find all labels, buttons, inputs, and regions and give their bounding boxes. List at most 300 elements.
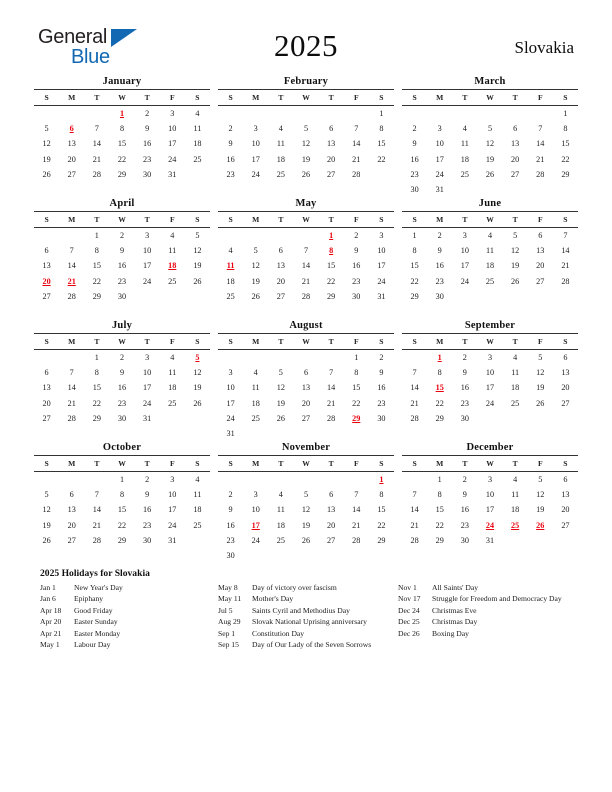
day-cell[interactable]: 21 [410,398,419,408]
day-cell[interactable]: 23 [410,169,419,179]
day-cell[interactable]: 25 [460,169,469,179]
day-cell[interactable]: 30 [226,551,235,561]
day-cell[interactable]: 23 [117,276,127,286]
day-cell[interactable]: 16 [460,383,469,393]
day-cell[interactable]: 23 [352,276,361,286]
day-cell[interactable]: 12 [301,139,311,149]
day-cell[interactable]: 4 [278,124,283,134]
day-cell[interactable]: 17 [168,505,177,515]
day-cell[interactable]: 15 [561,139,570,149]
day-cell[interactable]: 14 [67,383,76,393]
day-cell[interactable]: 31 [226,429,235,439]
day-cell[interactable]: 15 [377,139,386,149]
day-cell[interactable]: 4 [513,353,518,363]
day-cell[interactable]: 10 [377,246,386,256]
day-cell[interactable]: 16 [460,505,469,515]
day-cell[interactable]: 17 [226,398,235,408]
day-cell[interactable]: 25 [276,169,285,179]
day-cell[interactable]: 17 [168,139,177,149]
day-cell[interactable]: 15 [377,505,386,515]
day-cell[interactable]: 2 [462,475,467,485]
day-cell[interactable]: 7 [94,490,99,500]
day-cell[interactable]: 7 [412,490,417,500]
day-cell[interactable]: 13 [561,490,570,500]
day-cell[interactable]: 14 [561,246,570,256]
day-cell[interactable]: 25 [251,413,260,423]
day-cell[interactable]: 15 [435,505,444,515]
day-cell[interactable]: 22 [117,154,127,164]
day-cell[interactable]: 16 [435,261,444,271]
day-cell[interactable]: 14 [410,383,419,393]
day-cell[interactable]: 13 [327,505,336,515]
day-cell[interactable]: 15 [117,505,127,515]
day-cell[interactable]: 10 [226,383,235,393]
day-cell[interactable]: 19 [301,520,311,530]
day-cell[interactable]: 17 [460,261,469,271]
day-cell[interactable]: 8 [437,490,442,500]
day-cell[interactable]: 22 [435,520,444,530]
day-cell[interactable]: 17 [251,154,260,164]
day-cell[interactable]: 11 [511,490,520,500]
day-cell[interactable]: 6 [329,124,334,134]
day-cell[interactable]: 25 [276,535,285,545]
day-cell[interactable]: 2 [437,231,442,241]
day-cell[interactable]: 21 [410,520,419,530]
day-cell[interactable]: 22 [92,398,101,408]
holiday-day-cell[interactable]: 1 [329,231,334,241]
day-cell[interactable]: 19 [536,505,545,515]
day-cell[interactable]: 27 [327,169,336,179]
day-cell[interactable]: 30 [460,413,469,423]
day-cell[interactable]: 3 [379,231,384,241]
day-cell[interactable]: 31 [435,185,444,195]
day-cell[interactable]: 12 [193,368,202,378]
day-cell[interactable]: 4 [513,475,518,485]
day-cell[interactable]: 14 [327,383,336,393]
day-cell[interactable]: 6 [303,368,309,378]
day-cell[interactable]: 6 [44,368,49,378]
day-cell[interactable]: 12 [301,505,311,515]
day-cell[interactable]: 26 [193,398,202,408]
day-cell[interactable]: 1 [412,231,417,241]
day-cell[interactable]: 9 [437,246,442,256]
day-cell[interactable]: 11 [168,368,177,378]
day-cell[interactable]: 26 [301,535,311,545]
day-cell[interactable]: 7 [69,246,74,256]
day-cell[interactable]: 7 [69,368,74,378]
day-cell[interactable]: 25 [168,398,177,408]
day-cell[interactable]: 6 [44,246,49,256]
day-cell[interactable]: 19 [276,398,285,408]
day-cell[interactable]: 22 [352,398,361,408]
holiday-day-cell[interactable]: 24 [485,520,495,530]
day-cell[interactable]: 1 [119,475,125,485]
day-cell[interactable]: 15 [410,261,419,271]
day-cell[interactable]: 5 [195,231,200,241]
day-cell[interactable]: 19 [511,261,520,271]
day-cell[interactable]: 10 [251,139,260,149]
day-cell[interactable]: 1 [94,231,99,241]
holiday-day-cell[interactable]: 20 [42,276,51,286]
day-cell[interactable]: 25 [168,276,177,286]
day-cell[interactable]: 26 [276,413,285,423]
day-cell[interactable]: 28 [92,169,101,179]
day-cell[interactable]: 12 [536,368,545,378]
day-cell[interactable]: 24 [168,154,177,164]
day-cell[interactable]: 26 [511,276,520,286]
day-cell[interactable]: 23 [226,535,235,545]
day-cell[interactable]: 3 [170,475,175,485]
day-cell[interactable]: 31 [168,535,177,545]
day-cell[interactable]: 11 [511,368,520,378]
day-cell[interactable]: 23 [117,398,127,408]
day-cell[interactable]: 10 [168,124,177,134]
day-cell[interactable]: 16 [410,154,419,164]
day-cell[interactable]: 7 [563,231,568,241]
day-cell[interactable]: 24 [226,413,235,423]
day-cell[interactable]: 27 [67,535,76,545]
day-cell[interactable]: 21 [352,154,361,164]
holiday-day-cell[interactable]: 6 [69,124,74,134]
holiday-day-cell[interactable]: 21 [67,276,76,286]
day-cell[interactable]: 8 [119,124,125,134]
day-cell[interactable]: 6 [513,124,518,134]
day-cell[interactable]: 16 [226,520,235,530]
day-cell[interactable]: 4 [228,246,233,256]
day-cell[interactable]: 3 [145,231,150,241]
day-cell[interactable]: 22 [410,276,419,286]
day-cell[interactable]: 29 [92,291,101,301]
day-cell[interactable]: 10 [435,139,444,149]
day-cell[interactable]: 26 [42,535,51,545]
day-cell[interactable]: 13 [67,505,76,515]
day-cell[interactable]: 27 [561,520,570,530]
day-cell[interactable]: 9 [145,490,150,500]
day-cell[interactable]: 7 [412,368,417,378]
day-cell[interactable]: 26 [42,169,51,179]
day-cell[interactable]: 28 [301,291,311,301]
holiday-day-cell[interactable]: 15 [435,383,444,393]
day-cell[interactable]: 22 [561,154,570,164]
day-cell[interactable]: 11 [486,246,494,256]
day-cell[interactable]: 13 [327,139,336,149]
holiday-day-cell[interactable]: 11 [226,261,235,271]
day-cell[interactable]: 29 [327,291,336,301]
day-cell[interactable]: 6 [563,353,568,363]
day-cell[interactable]: 8 [379,124,384,134]
day-cell[interactable]: 5 [44,490,49,500]
day-cell[interactable]: 16 [143,139,152,149]
day-cell[interactable]: 13 [536,246,545,256]
day-cell[interactable]: 27 [561,398,570,408]
day-cell[interactable]: 14 [410,505,419,515]
day-cell[interactable]: 1 [437,475,442,485]
day-cell[interactable]: 10 [485,368,495,378]
day-cell[interactable]: 30 [143,535,152,545]
holiday-day-cell[interactable]: 18 [168,261,177,271]
day-cell[interactable]: 22 [327,276,336,286]
day-cell[interactable]: 20 [327,154,336,164]
day-cell[interactable]: 12 [193,246,202,256]
day-cell[interactable]: 25 [193,520,202,530]
day-cell[interactable]: 17 [485,505,495,515]
day-cell[interactable]: 27 [301,413,311,423]
day-cell[interactable]: 18 [226,276,235,286]
day-cell[interactable]: 30 [460,535,469,545]
day-cell[interactable]: 10 [251,505,260,515]
day-cell[interactable]: 6 [563,475,568,485]
day-cell[interactable]: 7 [538,124,543,134]
day-cell[interactable]: 4 [170,231,175,241]
day-cell[interactable]: 29 [561,169,570,179]
day-cell[interactable]: 13 [561,368,570,378]
day-cell[interactable]: 29 [377,535,386,545]
day-cell[interactable]: 23 [377,398,386,408]
day-cell[interactable]: 26 [485,169,495,179]
day-cell[interactable]: 13 [276,261,285,271]
day-cell[interactable]: 31 [377,291,386,301]
day-cell[interactable]: 13 [67,139,76,149]
day-cell[interactable]: 1 [354,353,359,363]
day-cell[interactable]: 24 [251,535,260,545]
day-cell[interactable]: 18 [193,139,202,149]
day-cell[interactable]: 2 [379,353,384,363]
day-cell[interactable]: 12 [536,490,545,500]
day-cell[interactable]: 24 [251,169,260,179]
day-cell[interactable]: 20 [301,398,311,408]
day-cell[interactable]: 21 [92,154,101,164]
day-cell[interactable]: 8 [379,490,384,500]
day-cell[interactable]: 5 [487,124,493,134]
day-cell[interactable]: 26 [251,291,260,301]
holiday-day-cell[interactable]: 29 [352,413,361,423]
day-cell[interactable]: 12 [251,261,260,271]
day-cell[interactable]: 5 [303,490,309,500]
day-cell[interactable]: 20 [67,154,76,164]
day-cell[interactable]: 10 [143,368,152,378]
day-cell[interactable]: 12 [42,505,51,515]
day-cell[interactable]: 9 [412,139,417,149]
day-cell[interactable]: 21 [92,520,101,530]
day-cell[interactable]: 7 [94,124,99,134]
day-cell[interactable]: 18 [276,520,285,530]
day-cell[interactable]: 9 [145,124,150,134]
day-cell[interactable]: 20 [561,505,570,515]
holiday-day-cell[interactable]: 25 [511,520,520,530]
day-cell[interactable]: 30 [143,169,152,179]
day-cell[interactable]: 24 [485,398,495,408]
day-cell[interactable]: 11 [193,490,202,500]
day-cell[interactable]: 17 [485,383,495,393]
day-cell[interactable]: 27 [67,169,76,179]
day-cell[interactable]: 26 [536,398,545,408]
day-cell[interactable]: 5 [44,124,49,134]
day-cell[interactable]: 5 [278,368,283,378]
day-cell[interactable]: 9 [228,139,233,149]
day-cell[interactable]: 3 [462,231,467,241]
day-cell[interactable]: 28 [536,169,545,179]
day-cell[interactable]: 19 [193,261,202,271]
day-cell[interactable]: 21 [536,154,545,164]
day-cell[interactable]: 21 [67,398,76,408]
day-cell[interactable]: 28 [410,535,419,545]
day-cell[interactable]: 25 [511,398,520,408]
day-cell[interactable]: 18 [193,505,202,515]
day-cell[interactable]: 10 [485,490,495,500]
day-cell[interactable]: 25 [226,291,235,301]
day-cell[interactable]: 2 [119,353,125,363]
day-cell[interactable]: 23 [143,520,152,530]
holiday-day-cell[interactable]: 8 [329,246,334,256]
day-cell[interactable]: 17 [143,383,152,393]
day-cell[interactable]: 14 [536,139,545,149]
day-cell[interactable]: 14 [301,261,311,271]
holiday-day-cell[interactable]: 1 [437,353,442,363]
day-cell[interactable]: 16 [226,154,235,164]
day-cell[interactable]: 5 [538,475,543,485]
day-cell[interactable]: 6 [69,490,74,500]
day-cell[interactable]: 1 [563,109,568,119]
day-cell[interactable]: 16 [377,383,386,393]
day-cell[interactable]: 9 [228,505,233,515]
day-cell[interactable]: 4 [278,490,283,500]
day-cell[interactable]: 19 [485,154,495,164]
holiday-day-cell[interactable]: 1 [379,475,384,485]
day-cell[interactable]: 4 [170,353,175,363]
day-cell[interactable]: 20 [511,154,520,164]
day-cell[interactable]: 26 [193,276,202,286]
day-cell[interactable]: 20 [276,276,285,286]
day-cell[interactable]: 11 [251,383,260,393]
day-cell[interactable]: 4 [253,368,258,378]
day-cell[interactable]: 13 [511,139,520,149]
day-cell[interactable]: 29 [117,169,127,179]
day-cell[interactable]: 19 [536,383,545,393]
day-cell[interactable]: 30 [377,413,386,423]
holiday-day-cell[interactable]: 1 [119,109,125,119]
day-cell[interactable]: 17 [435,154,444,164]
day-cell[interactable]: 15 [327,261,336,271]
day-cell[interactable]: 4 [487,231,493,241]
day-cell[interactable]: 19 [301,154,311,164]
day-cell[interactable]: 18 [251,398,260,408]
day-cell[interactable]: 3 [487,475,493,485]
day-cell[interactable]: 14 [92,139,101,149]
day-cell[interactable]: 28 [352,535,361,545]
day-cell[interactable]: 2 [145,109,150,119]
day-cell[interactable]: 3 [253,490,258,500]
day-cell[interactable]: 11 [460,139,469,149]
day-cell[interactable]: 29 [117,535,127,545]
day-cell[interactable]: 3 [145,353,150,363]
day-cell[interactable]: 20 [536,261,545,271]
day-cell[interactable]: 24 [168,520,177,530]
day-cell[interactable]: 5 [303,124,309,134]
day-cell[interactable]: 12 [511,246,520,256]
day-cell[interactable]: 14 [92,505,101,515]
day-cell[interactable]: 13 [301,383,311,393]
day-cell[interactable]: 17 [377,261,386,271]
day-cell[interactable]: 31 [143,413,152,423]
day-cell[interactable]: 22 [435,398,444,408]
day-cell[interactable]: 30 [117,413,127,423]
day-cell[interactable]: 16 [117,261,127,271]
day-cell[interactable]: 22 [92,276,101,286]
day-cell[interactable]: 2 [462,353,467,363]
day-cell[interactable]: 31 [485,535,495,545]
day-cell[interactable]: 2 [228,124,233,134]
day-cell[interactable]: 9 [462,368,467,378]
day-cell[interactable]: 27 [42,413,51,423]
day-cell[interactable]: 29 [410,291,419,301]
day-cell[interactable]: 4 [462,124,467,134]
day-cell[interactable]: 12 [276,383,285,393]
day-cell[interactable]: 19 [193,383,202,393]
day-cell[interactable]: 27 [511,169,520,179]
day-cell[interactable]: 24 [377,276,386,286]
day-cell[interactable]: 21 [352,520,361,530]
day-cell[interactable]: 14 [352,505,361,515]
day-cell[interactable]: 18 [511,505,520,515]
day-cell[interactable]: 27 [327,535,336,545]
day-cell[interactable]: 20 [561,383,570,393]
day-cell[interactable]: 9 [119,368,125,378]
day-cell[interactable]: 21 [327,398,336,408]
day-cell[interactable]: 15 [117,139,127,149]
day-cell[interactable]: 2 [228,490,233,500]
day-cell[interactable]: 19 [251,276,260,286]
day-cell[interactable]: 28 [561,276,570,286]
day-cell[interactable]: 7 [354,490,359,500]
day-cell[interactable]: 22 [377,154,386,164]
day-cell[interactable]: 7 [329,368,334,378]
day-cell[interactable]: 8 [94,368,99,378]
day-cell[interactable]: 4 [195,109,200,119]
day-cell[interactable]: 30 [410,185,419,195]
day-cell[interactable]: 3 [487,353,493,363]
day-cell[interactable]: 25 [485,276,495,286]
day-cell[interactable]: 29 [435,535,444,545]
day-cell[interactable]: 23 [435,276,444,286]
day-cell[interactable]: 22 [377,520,386,530]
day-cell[interactable]: 7 [303,246,309,256]
day-cell[interactable]: 4 [195,475,200,485]
day-cell[interactable]: 8 [412,246,417,256]
day-cell[interactable]: 23 [143,154,152,164]
day-cell[interactable]: 18 [276,154,285,164]
day-cell[interactable]: 10 [460,246,469,256]
day-cell[interactable]: 1 [379,109,384,119]
day-cell[interactable]: 28 [410,413,419,423]
day-cell[interactable]: 14 [352,139,361,149]
day-cell[interactable]: 3 [253,124,258,134]
day-cell[interactable]: 21 [301,276,311,286]
day-cell[interactable]: 25 [193,154,202,164]
day-cell[interactable]: 21 [561,261,570,271]
day-cell[interactable]: 2 [119,231,125,241]
day-cell[interactable]: 31 [168,169,177,179]
day-cell[interactable]: 6 [278,246,283,256]
day-cell[interactable]: 20 [327,520,336,530]
day-cell[interactable]: 28 [327,413,336,423]
holiday-day-cell[interactable]: 5 [195,353,200,363]
day-cell[interactable]: 16 [117,383,127,393]
day-cell[interactable]: 19 [42,154,51,164]
day-cell[interactable]: 23 [460,398,469,408]
day-cell[interactable]: 17 [143,261,152,271]
day-cell[interactable]: 8 [437,368,442,378]
day-cell[interactable]: 8 [563,124,568,134]
